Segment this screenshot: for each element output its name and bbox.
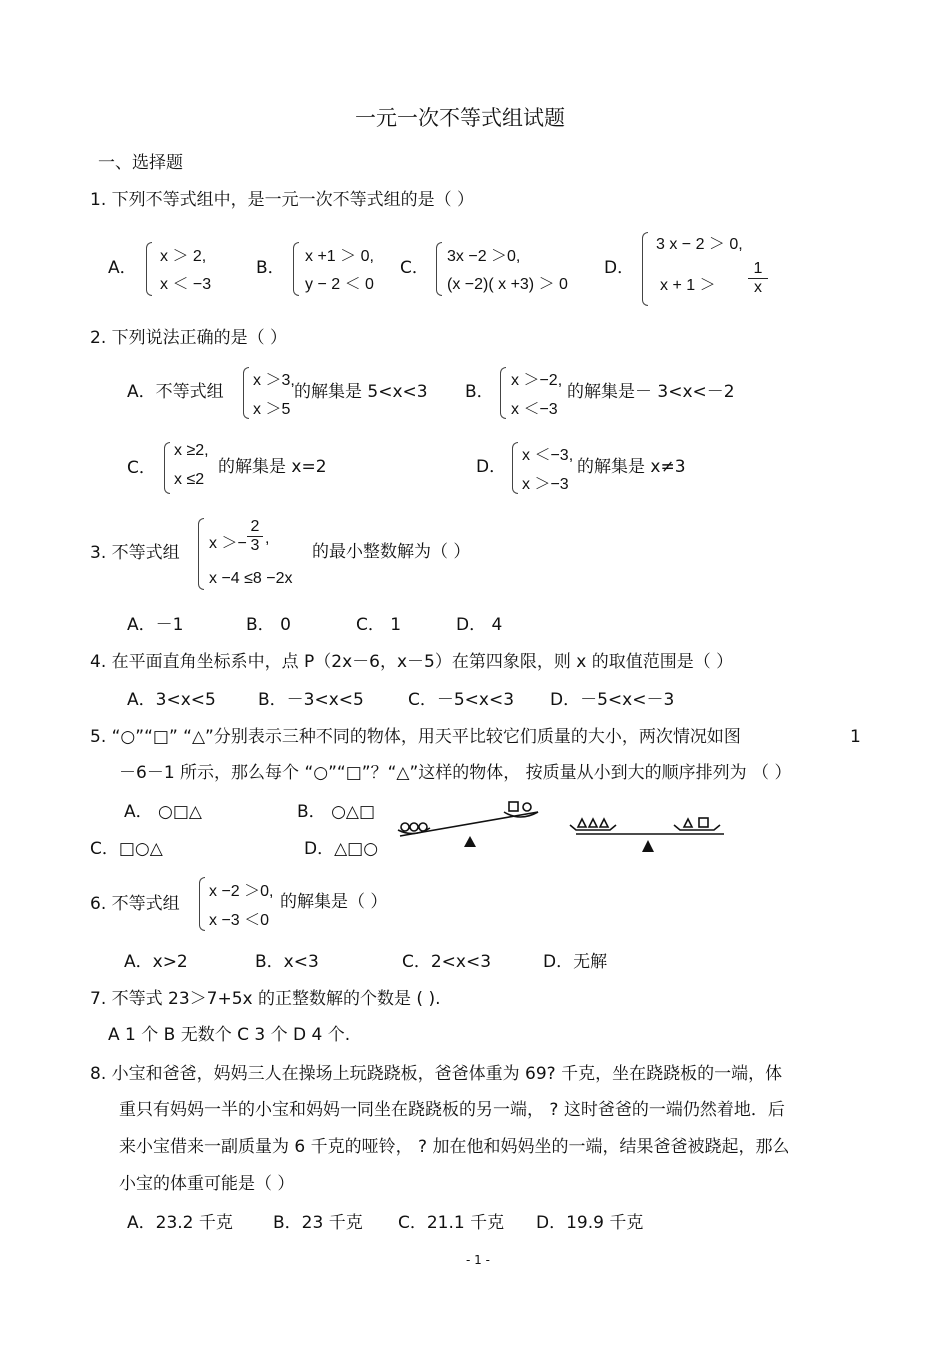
page-title: 一元一次不等式组试题 bbox=[355, 106, 565, 130]
question-8-line-4: 小宝的体重可能是（ ） bbox=[119, 1174, 295, 1194]
question-5-line-2: －6－1 所示，那么每个 “○”“□”？“△”这样的物体， 按质量从小到大的顺序排列为 （ ） bbox=[119, 763, 792, 783]
option-a: A．x>2 bbox=[124, 952, 188, 972]
option-b-label: B． bbox=[465, 382, 494, 402]
option-c-text: 的解集是 x=2 bbox=[218, 457, 327, 477]
fraction-numerator: 1 bbox=[753, 260, 763, 277]
system-line-2: x −4 ≤8 −2x bbox=[209, 570, 293, 587]
system-brace bbox=[243, 367, 249, 419]
circle-weight bbox=[419, 823, 427, 831]
option-d: D．19.9 千克 bbox=[536, 1213, 644, 1233]
option-b: B．－3<x<5 bbox=[258, 690, 364, 710]
question-7-options: A 1 个 B 无数个 C 3 个 D 4 个. bbox=[108, 1025, 351, 1045]
circle-weight bbox=[523, 803, 531, 811]
square-weight bbox=[699, 818, 708, 827]
option-c-label: C． bbox=[400, 258, 429, 278]
option-c: C．□○△ bbox=[90, 839, 163, 859]
question-8-line-2: 重只有妈妈一半的小宝和妈妈一同坐在跷跷板的另一端， ? 这时爸爸的一端仍然着地．后 bbox=[119, 1100, 785, 1120]
question-8-line-1: 8. 小宝和爸爸，妈妈三人在操场上玩跷跷板，爸爸体重为 69? 千克，坐在跷跷板的一端，体 bbox=[90, 1064, 783, 1084]
triangle-weight bbox=[684, 819, 692, 827]
option-a: A．3<x<5 bbox=[127, 690, 216, 710]
question-4-stem: 4. 在平面直角坐标系中，点 P（2x－6，x－5）在第四象限，则 x 的取值范围是（ ） bbox=[90, 652, 734, 672]
option-d: D．－5<x<－3 bbox=[550, 690, 675, 710]
system-brace bbox=[293, 242, 299, 296]
question-8-line-3: 来小宝借来一副质量为 6 千克的哑铃， ? 加在他和妈妈坐的一端，结果爸爸被跷起，那么 bbox=[119, 1137, 790, 1157]
system-brace bbox=[198, 518, 204, 590]
question-1-stem: 1. 下列不等式组中，是一元一次不等式组的是（ ） bbox=[90, 190, 475, 210]
system-line-1: 3 x − 2 ＞ 0, bbox=[656, 236, 743, 253]
system-brace bbox=[500, 367, 506, 419]
figure-number: 1 bbox=[850, 727, 861, 747]
option-d: D．△□○ bbox=[304, 839, 379, 859]
option-b: B． 0 bbox=[246, 615, 291, 635]
question-6-tail: 的解集是（ ） bbox=[280, 892, 388, 912]
system-line-2: y − 2 ＜ 0 bbox=[305, 276, 374, 293]
system-line-1: x ＞− bbox=[209, 535, 247, 552]
option-b-label: B． bbox=[256, 258, 285, 278]
page-number: - 1 - bbox=[466, 1253, 490, 1267]
system-line-2: x ≤2 bbox=[174, 471, 205, 488]
system-line-2: x ＜ −3 bbox=[160, 276, 212, 293]
system-line-1: x ≥2, bbox=[174, 442, 209, 459]
balance-figure-2 bbox=[566, 810, 736, 860]
section-heading: 一、选择题 bbox=[98, 153, 183, 173]
balance-fulcrum bbox=[464, 836, 476, 847]
system-brace bbox=[164, 442, 170, 494]
triangle-weight bbox=[589, 819, 597, 827]
option-a-label: A．不等式组 bbox=[127, 382, 224, 402]
option-c: C． 1 bbox=[356, 615, 402, 635]
system-line-1: x +1 ＞ 0, bbox=[305, 248, 374, 265]
option-d: D．无解 bbox=[543, 952, 608, 972]
balance-figure-1 bbox=[392, 798, 552, 858]
system-line-1-comma: , bbox=[265, 530, 270, 547]
option-d: D． 4 bbox=[456, 615, 503, 635]
option-a: A．23.2 千克 bbox=[127, 1213, 233, 1233]
option-c: C．－5<x<3 bbox=[408, 690, 515, 710]
option-c-label: C． bbox=[127, 458, 156, 478]
question-3-stem: 3. 不等式组 bbox=[90, 543, 180, 563]
system-line-1: x ＞ 2, bbox=[160, 248, 207, 265]
fraction-denominator: 3 bbox=[247, 536, 263, 555]
fraction-denominator: x bbox=[748, 278, 768, 297]
system-brace bbox=[199, 877, 205, 931]
option-d-label: D． bbox=[604, 258, 635, 278]
system-line-1: x −2 ＞0, bbox=[209, 883, 274, 900]
square-weight bbox=[509, 802, 518, 811]
question-7-stem: 7. 不等式 23＞7+5x 的正整数解的个数是 ( ). bbox=[90, 989, 441, 1009]
system-line-2: x −3 ＜0 bbox=[209, 912, 270, 929]
question-2-stem: 2. 下列说法正确的是（ ） bbox=[90, 328, 288, 348]
option-b: B．23 千克 bbox=[273, 1213, 363, 1233]
option-a: A．－1 bbox=[127, 615, 184, 635]
question-6-stem: 6. 不等式组 bbox=[90, 894, 180, 914]
system-line-2: x ＜−3 bbox=[511, 401, 558, 418]
question-3-tail: 的最小整数解为（ ） bbox=[312, 542, 471, 562]
system-brace bbox=[436, 242, 442, 296]
system-brace bbox=[512, 442, 518, 494]
option-c: C．2<x<3 bbox=[402, 952, 492, 972]
system-line-2: x + 1 ＞ bbox=[660, 277, 716, 294]
system-brace bbox=[146, 242, 152, 296]
fraction bbox=[247, 518, 263, 555]
option-c: C．21.1 千克 bbox=[398, 1213, 505, 1233]
circle-weight bbox=[401, 823, 409, 831]
question-5-line-1: 5. “○”“□” “△”分别表示三种不同的物体，用天平比较它们质量的大小，两次情况如图 bbox=[90, 727, 741, 747]
option-a: A． ○□△ bbox=[124, 802, 203, 822]
system-line-1: x ＜−3, bbox=[522, 447, 574, 464]
option-d-label: D． bbox=[476, 457, 507, 477]
fraction-numerator: 2 bbox=[250, 518, 260, 535]
system-line-1: x ＞3, bbox=[253, 372, 295, 389]
triangle-weight bbox=[600, 819, 608, 827]
option-d-text: 的解集是 x≠3 bbox=[577, 457, 686, 477]
system-brace bbox=[642, 232, 648, 306]
system-line-1: x ＞−2, bbox=[511, 372, 563, 389]
balance-fulcrum bbox=[642, 840, 654, 852]
option-b-text: 的解集是－ 3<x<－2 bbox=[567, 382, 735, 402]
option-a-label: A． bbox=[108, 258, 137, 278]
system-line-2: x ＞5 bbox=[253, 401, 291, 418]
system-line-1: 3x −2 ＞0, bbox=[447, 248, 521, 265]
system-line-2: x ＞−3 bbox=[522, 476, 569, 493]
fraction bbox=[748, 260, 768, 297]
triangle-weight bbox=[578, 819, 586, 827]
option-b: B． ○△□ bbox=[297, 802, 376, 822]
system-line-2: (x −2)( x +3) ＞ 0 bbox=[447, 276, 568, 293]
circle-weight bbox=[410, 823, 418, 831]
option-a-text: 的解集是 5<x<3 bbox=[294, 382, 428, 402]
option-b: B．x<3 bbox=[255, 952, 319, 972]
balance-pan-right bbox=[674, 825, 720, 830]
